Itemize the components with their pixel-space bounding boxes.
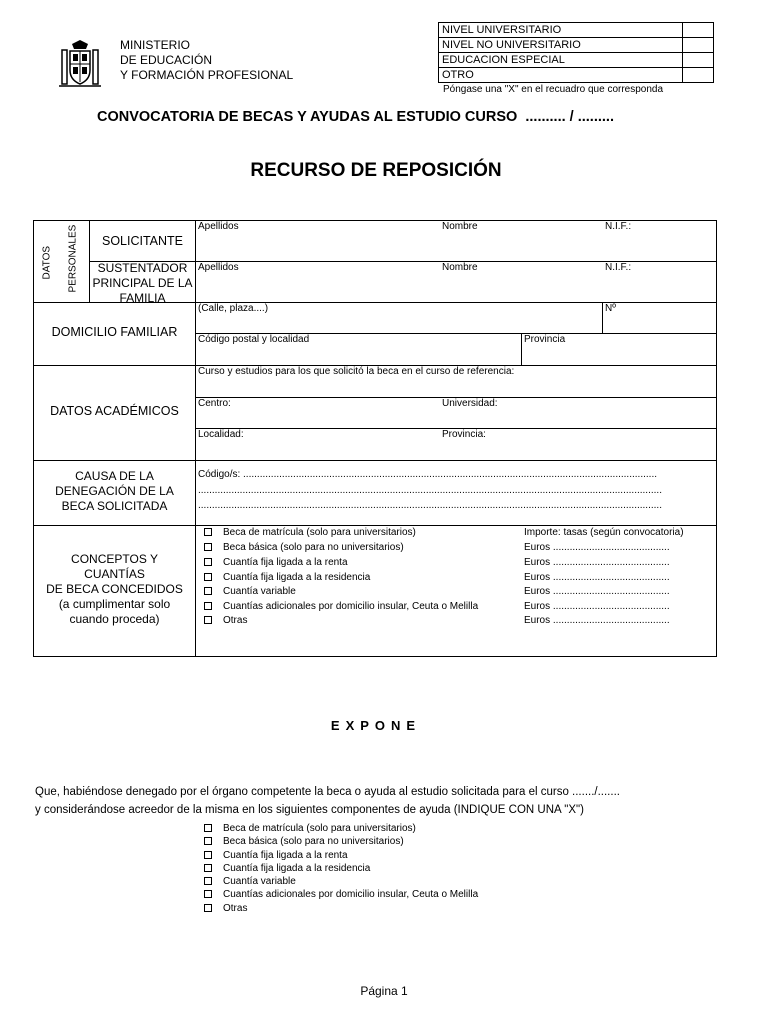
expone-heading: EXPONE [330,718,422,733]
expone-paragraph-line: Que, habiéndose denegado por el órgano competente la beca o ayuda al estudio solicitada para el curso ......./....... [35,786,620,798]
page-title: RECURSO DE REPOSICIÓN [250,160,502,181]
checkbox-icon[interactable] [204,573,212,581]
checkbox-icon[interactable] [204,824,212,832]
application-form [33,220,717,657]
option-item [204,835,404,848]
calle-field[interactable]: (Calle, plaza....) [198,303,269,314]
checkbox-icon[interactable] [204,890,212,898]
level-checkbox[interactable] [683,23,714,38]
option-item [204,849,348,862]
provincia-academica-field[interactable]: Provincia: [442,429,486,440]
concept-label: Beca básica (solo para no universitarios) [223,542,404,553]
checkbox-icon[interactable] [204,904,212,912]
causa-label [34,469,195,514]
checkbox-icon[interactable] [204,602,212,610]
concept-row [204,600,478,614]
concept-row [204,541,404,555]
codigo-postal-field[interactable]: Código postal y localidad [198,334,310,345]
concept-row [204,556,348,570]
level-selector-table [438,22,714,83]
checkbox-icon[interactable] [204,558,212,566]
option-item [204,902,247,915]
option-label: Beca de matrícula (solo para universitarios) [223,823,416,834]
level-checkbox[interactable] [683,53,714,68]
option-label: Cuantía fija ligada a la residencia [223,863,371,874]
option-label: Cuantía variable [223,876,296,887]
sustentador-line: SUSTENTADOR [97,261,188,275]
nombre-field[interactable]: Nombre [442,262,478,273]
nombre-field[interactable]: Nombre [442,221,478,232]
conceptos-line: CONCEPTOS Y [71,552,158,566]
codigos-field[interactable]: Código/s: ..................................................................................................................................................... [198,469,657,480]
concept-label: Cuantías adicionales por domicilio insular, Ceuta o Melilla [223,601,479,612]
solicitante-label: SOLICITANTE [101,234,184,248]
option-item [204,822,416,835]
causa-line: DENEGACIÓN DE LA [55,484,174,498]
level-checkbox[interactable] [683,68,714,83]
checkbox-icon[interactable] [204,587,212,595]
localidad-field[interactable]: Localidad: [198,429,244,440]
centro-field[interactable]: Centro: [198,398,231,409]
sustentador-label [90,261,195,306]
option-item [204,862,370,875]
conceptos-line: (a cumplimentar solo [58,597,171,611]
causa-line: CAUSA DE LA [75,469,154,483]
ministry-line: MINISTERIO [120,38,191,52]
concept-amount[interactable]: Euros .......................................... [524,586,670,597]
datos-label: DATOS [41,245,53,280]
page-number: Página 1 [360,984,408,998]
curso-estudios-field[interactable]: Curso y estudios para los que solicitó la beca en el curso de referencia: [198,366,515,377]
numero-field[interactable]: Nº [605,303,616,314]
ministry-name [120,38,293,83]
level-checkbox[interactable] [683,38,714,53]
nif-field[interactable]: N.I.F.: [605,221,632,232]
provincia-field[interactable]: Provincia [524,334,566,345]
checkbox-icon[interactable] [204,616,212,624]
concept-row [204,526,416,540]
apellidos-field[interactable]: Apellidos [198,262,239,273]
conceptos-label [34,552,195,627]
concept-amount[interactable]: Euros .......................................... [524,542,670,553]
domicilio-label: DOMICILIO FAMILIAR [51,325,178,339]
causa-dotted-line[interactable]: ....................................................................................................................................................................... [198,500,662,511]
expone-paragraph-line: y considerándose acreedor de la misma en los siguientes componentes de ayuda (INDIQUE CON UNA "X") [35,804,584,816]
ministry-line: Y FORMACIÓN PROFESIONAL [120,68,294,82]
concept-amount[interactable]: Euros .......................................... [524,615,670,626]
ministry-line: DE EDUCACIÓN [120,53,213,67]
checkbox-icon[interactable] [204,877,212,885]
coat-of-arms-icon [55,40,105,90]
concept-amount[interactable]: Euros .......................................... [524,557,670,568]
concept-label: Cuantía fija ligada a la renta [223,557,348,568]
concept-label: Otras [223,615,248,626]
conceptos-line: DE BECA CONCEDIDOS [46,582,183,596]
nif-field[interactable]: N.I.F.: [605,262,632,273]
option-label: Cuantía fija ligada a la renta [223,850,348,861]
personales-label: PERSONALES [67,224,79,293]
convocatoria-heading: CONVOCATORIA DE BECAS Y AYUDAS AL ESTUDIO CURSO .......... / ......... [97,109,614,125]
concept-label: Beca de matrícula (solo para universitarios) [223,527,416,538]
level-label: NIVEL NO UNIVERSITARIO [439,38,683,53]
levels-note: Póngase una "X" en el recuadro que corresponda [443,84,664,95]
concept-row [204,614,247,628]
causa-line: BECA SOLICITADA [61,499,168,513]
option-label: Otras [223,903,248,914]
apellidos-field[interactable]: Apellidos [198,221,239,232]
conceptos-line: CUANTÍAS [84,567,145,581]
option-item [204,888,478,901]
checkbox-icon[interactable] [204,851,212,859]
causa-dotted-line[interactable]: ....................................................................................................................................................................... [198,485,662,496]
universidad-field[interactable]: Universidad: [442,398,498,409]
level-label: EDUCACION ESPECIAL [439,53,683,68]
level-label: OTRO [439,68,683,83]
option-item [204,875,296,888]
concept-row [204,585,296,599]
academicos-label: DATOS ACADÉMICOS [50,404,179,418]
sustentador-line: FAMILIA [119,291,166,305]
checkbox-icon[interactable] [204,528,212,536]
conceptos-line: cuando proceda) [69,612,160,626]
concept-label: Cuantía variable [223,586,296,597]
checkbox-icon[interactable] [204,837,212,845]
concept-row [204,571,370,585]
concept-amount[interactable]: Euros .......................................... [524,572,670,583]
concept-label: Cuantía fija ligada a la residencia [223,572,371,583]
sustentador-line: PRINCIPAL DE LA [92,276,193,290]
level-label: NIVEL UNIVERSITARIO [439,23,683,38]
option-label: Cuantías adicionales por domicilio insular, Ceuta o Melilla [223,889,479,900]
concept-amount[interactable]: Euros .......................................... [524,601,670,612]
option-label: Beca básica (solo para no universitarios) [223,836,404,847]
checkbox-icon[interactable] [204,543,212,551]
checkbox-icon[interactable] [204,864,212,872]
concept-amount[interactable]: Importe: tasas (según convocatoria) [524,527,684,538]
